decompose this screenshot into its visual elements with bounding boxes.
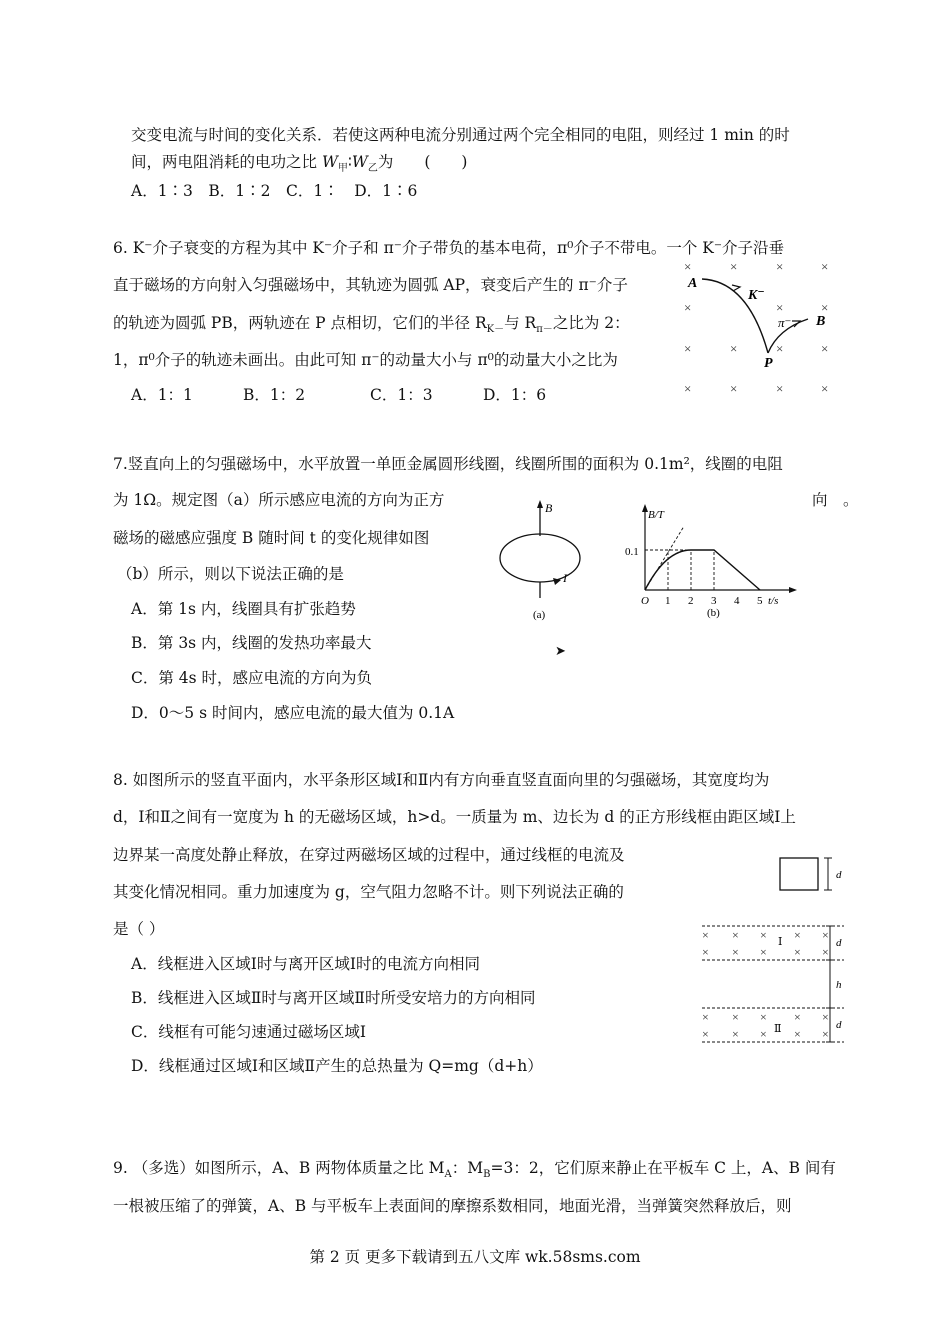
x-tick-labels (665, 595, 763, 607)
field-cross: × (794, 945, 801, 959)
region2-crosses (702, 1010, 829, 1041)
label-d: d (836, 869, 842, 881)
label-d-region1: d (836, 937, 842, 949)
q8-line1: 8. 如图所示的竖直平面内，水平条形区域Ⅰ和Ⅱ内有方向垂直竖直面向里的匀强磁场，其宽度均为 (113, 771, 770, 789)
x-tick-label: 3 (711, 595, 717, 607)
x-axis-arrow (789, 587, 797, 593)
field-cross: × (760, 928, 767, 942)
field-cross: × (702, 928, 709, 942)
stray-arrow-mark: ➤ (555, 644, 566, 659)
field-cross: × (760, 945, 767, 959)
sub-pi: π－ (536, 324, 553, 336)
sub-b: B (483, 1169, 491, 1181)
page-footer: 第 2 页 更多下载请到五八文库 wk.58sms.com (309, 1248, 641, 1266)
q9-line2: 一根被压缩了的弹簧，A、B 与平板车上表面间的摩擦系数相同，地面光滑，当弹簧突然释放后，则 (113, 1197, 792, 1215)
field-cross: × (732, 928, 739, 942)
field-cross: × (794, 1010, 801, 1024)
field-cross: × (822, 945, 829, 959)
field-cross: × (822, 1027, 829, 1041)
field-cross: × (776, 341, 784, 356)
field-cross: × (760, 1027, 767, 1041)
field-cross: × (822, 928, 829, 942)
field-cross: × (821, 381, 829, 396)
label-p: P (764, 356, 773, 371)
sub-k: K－ (486, 324, 505, 336)
q7-line2: 为 1Ω。规定图（a）所示感应电流的方向为正方 (113, 491, 445, 509)
q8-line3: 边界某一高度处静止释放，在穿过两磁场区域的过程中，通过线框的电流及 (113, 846, 625, 864)
label-k-minus: K⁻ (748, 288, 765, 303)
q8-line5: 是（ ） (113, 920, 165, 938)
q6-option-c: C．1：3 (370, 386, 433, 404)
q8-option-d: D．线框通过区域Ⅰ和区域Ⅱ产生的总热量为 Q=mg（d+h） (131, 1057, 543, 1075)
w-symbol-yi: W (351, 153, 368, 171)
q6-option-d: D．1：6 (483, 386, 547, 404)
q6-line3-mid: 与 R (504, 314, 537, 332)
field-cross: × (730, 259, 738, 274)
x-tick-label: 4 (734, 595, 740, 607)
label-region-2: Ⅱ (774, 1023, 782, 1035)
q8-option-a: A．线框进入区域Ⅰ时与离开区域Ⅰ时的电流方向相同 (131, 955, 480, 973)
field-cross: × (776, 300, 784, 315)
b-field-arrow (537, 500, 543, 508)
q7-line1: 7.竖直向上的匀强磁场中，水平放置一单匝金属圆形线圈，线圈所围的面积为 0.1m²，线圈的电阻 (113, 455, 783, 473)
q8-magnetic-regions-diagram (698, 850, 850, 1048)
q6-magnetic-field-diagram (676, 255, 846, 400)
x-tick-label: 5 (757, 595, 763, 607)
q7-figure-b-chart (615, 500, 800, 625)
coil-ellipse (500, 534, 580, 582)
label-pi-minus: π⁻ (778, 315, 792, 330)
field-cross: × (730, 341, 738, 356)
y-axis-label: B/T (648, 509, 664, 521)
q6-line4: 1，π⁰介子的轨迹未画出。由此可知 π⁻的动量大小与 π⁰的动量大小之比为 (113, 351, 618, 369)
q9-line1-mid: ：M (451, 1159, 484, 1177)
origin-label: O (641, 595, 649, 607)
q6-line1: 6. K⁻介子衰变的方程为其中 K⁻介子和 π⁻介子带负的基本电荷，π⁰介子不带电。一个 K⁻介子沿垂 (113, 239, 785, 257)
field-cross: × (776, 381, 784, 396)
field-cross: × (776, 259, 784, 274)
q6-line3-post: 之比为 2： (552, 314, 630, 332)
sub-jia: 甲 (337, 163, 348, 175)
q5-line1: 交变电流与时间的变化关系．若使这两种电流分别通过两个完全相同的电阻，则经过 1 min 的时 (131, 126, 790, 144)
caption-a: (a) (533, 609, 546, 621)
q7-line2-tail: 向 。 (812, 491, 859, 509)
q8-line2: d，Ⅰ和Ⅱ之间有一宽度为 h 的无磁场区域，h>d。一质量为 m、边长为 d 的正方形线框由距区域Ⅰ上 (113, 808, 796, 826)
b-t-curve (645, 550, 760, 590)
field-cross: × (684, 259, 692, 274)
q5-line2 (131, 152, 467, 179)
q9-line1 (113, 1158, 836, 1185)
field-cross: × (684, 300, 692, 315)
field-cross: × (732, 1027, 739, 1041)
region1-crosses (702, 928, 829, 959)
square-frame (780, 858, 818, 890)
q9-line1-pre: 9. （多选）如图所示，A、B 两物体质量之比 M (113, 1159, 445, 1177)
q9-line1-post: =3：2，它们原来静止在平板车 C 上，A、B 间有 (490, 1159, 836, 1177)
q6-line3-pre: 的轨迹为圆弧 PB，两轨迹在 P 点相切，它们的半径 R (113, 314, 487, 332)
field-cross: × (702, 1010, 709, 1024)
q6-option-b: B．1：2 (243, 386, 306, 404)
label-a: A (688, 276, 698, 291)
q6-line3 (113, 313, 630, 340)
label-h: h (836, 979, 842, 991)
field-cross: × (702, 945, 709, 959)
field-cross: × (730, 381, 738, 396)
field-cross: × (732, 1010, 739, 1024)
q7-figure-a-coil (495, 498, 595, 623)
field-cross: × (821, 259, 829, 274)
field-cross: × (684, 341, 692, 356)
y-tick-label: 0.1 (625, 546, 639, 558)
q6-option-a: A．1：1 (131, 386, 193, 404)
q7-option-d: D．0～5 s 时间内，感应电流的最大值为 0.1A (131, 704, 455, 722)
label-b-field: B (545, 501, 553, 515)
field-cross: × (821, 300, 829, 315)
sub-yi: 乙 (367, 163, 378, 175)
field-cross: × (684, 381, 692, 396)
q7-option-b: B．第 3s 内，线圈的发热功率最大 (131, 634, 372, 652)
q8-option-c: C．线框有可能匀速通过磁场区域Ⅰ (131, 1023, 366, 1041)
ratio-sep: ∶ (347, 153, 352, 171)
label-current: I (563, 571, 567, 585)
field-cross: × (822, 1010, 829, 1024)
caption-b: (b) (707, 607, 720, 619)
q7-line3: 磁场的磁感应强度 B 随时间 t 的变化规律如图 (113, 529, 430, 547)
field-cross: × (821, 341, 829, 356)
q5-line2-post: 为 ( ) (377, 153, 468, 171)
q7-option-c: C．第 4s 时，感应电流的方向为负 (131, 669, 373, 687)
x-axis-label: t/s (768, 595, 779, 607)
q6-line2: 直于磁场的方向射入匀强磁场中，其轨迹为圆弧 AP，衰变后产生的 π⁻介子 (113, 276, 628, 294)
q8-line4: 其变化情况相同。重力加速度为 g，空气阻力忽略不计。则下列说法正确的 (113, 883, 624, 901)
field-cross: × (794, 1027, 801, 1041)
q7-option-a: A．第 1s 内，线圈具有扩张趋势 (131, 600, 356, 618)
field-cross: × (760, 1010, 767, 1024)
sub-a: A (444, 1169, 452, 1181)
field-cross: × (702, 1027, 709, 1041)
q7-line4: （b）所示，则以下说法正确的是 (117, 565, 344, 583)
label-region-1: Ⅰ (778, 936, 783, 948)
q5-options: A．1∶3 B．1∶2 C．1∶ D．1∶6 (131, 182, 418, 200)
label-d-region2: d (836, 1019, 842, 1031)
label-b: B (816, 314, 826, 329)
x-tick-label: 1 (665, 595, 671, 607)
q5-line2-pre: 间，两电阻消耗的电功之比 (131, 153, 322, 171)
x-tick-label: 2 (688, 595, 694, 607)
w-symbol-jia: W (321, 153, 338, 171)
chart-guides (645, 526, 714, 590)
field-cross: × (794, 928, 801, 942)
field-cross: × (732, 945, 739, 959)
q8-option-b: B．线框进入区域Ⅱ时与离开区域Ⅱ时所受安培力的方向相同 (131, 989, 536, 1007)
